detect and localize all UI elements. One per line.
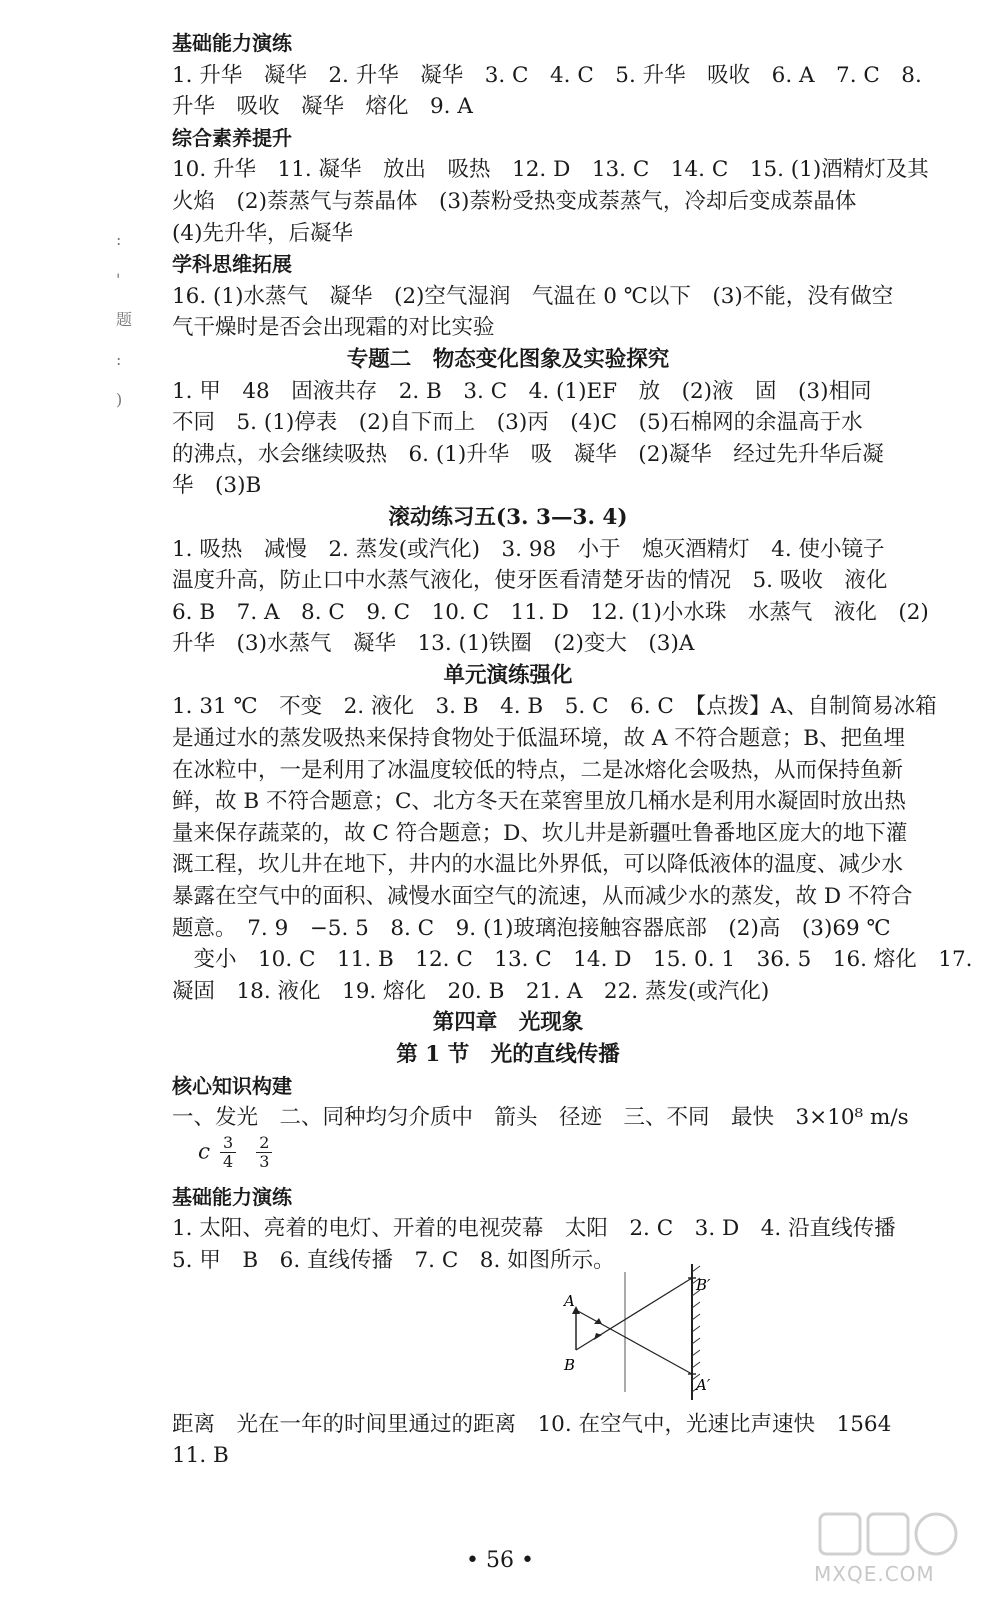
answer-line: 不同 5. (1)停表 (2)自下而上 (3)丙 (4)C (5)石棉网的余温高于水 (172, 410, 863, 436)
section-title: 单元演练强化 (443, 662, 573, 688)
fraction (220, 1134, 236, 1171)
answer-line: 距离 光在一年的时间里通过的距离 10. 在空气中，光速比声速快 1564 (172, 1411, 892, 1437)
answer-line: 1. 吸热 减慢 2. 蒸发(或汽化) 3. 98 小于 熄灭酒精灯 4. 使小镜子 (172, 536, 885, 562)
section-title: 第 1 节 光的直线传播 (396, 1042, 620, 1067)
answer-line: (4)先升华，后凝华 (172, 220, 353, 246)
section-heading: 学科思维拓展 (172, 252, 292, 277)
fraction (256, 1134, 272, 1171)
answer-line: 变小 10. C 11. B 12. C 13. C 14. D 15. 0. 1 36. 5 16. 熔化 17. (172, 947, 973, 973)
answer-line: 鲜，故 B 不符合题意；C、北方冬天在菜窖里放几桶水是利用水凝固时放出热 (172, 789, 906, 815)
answer-line: 是通过水的蒸发吸热来保持食物处于低温环境，故 A 不符合题意；B、把鱼埋 (172, 726, 905, 752)
answer-line: 气干燥时是否会出现霜的对比实验 (172, 315, 495, 341)
answer-line: 温度升高，防止口中水蒸气液化，使牙医看清楚牙齿的情况 5. 吸收 液化 (172, 568, 888, 594)
margin-mark: ' (116, 270, 121, 289)
light-path-diagram (550, 1262, 730, 1402)
section-heading: 核心知识构建 (172, 1073, 292, 1098)
answer-line: 一、发光 二、同种均匀介质中 箭头 径迹 三、不同 最快 3×10⁸ m/s (172, 1105, 909, 1131)
watermark-text: MXQE.COM (814, 1562, 935, 1586)
answer-line: 1. 升华 凝华 2. 升华 凝华 3. C 4. C 5. 升华 吸收 6. A 7. C 8. (172, 62, 922, 88)
symbol-c: c (198, 1139, 211, 1165)
denominator: 3 (259, 1151, 270, 1171)
answer-line: 5. 甲 B 6. 直线传播 7. C 8. 如图所示。 (172, 1247, 615, 1273)
margin-mark: : (116, 350, 122, 369)
answer-line: 10. 升华 11. 凝华 放出 吸热 12. D 13. C 14. C 15. (1)酒精灯及其 (172, 157, 929, 183)
answer-line: 华 (3)B (172, 473, 262, 499)
page-number: • 56 • (466, 1548, 534, 1573)
answer-line: 凝固 18. 液化 19. 熔化 20. B 21. A 22. 蒸发(或汽化) (172, 978, 770, 1004)
answer-line: 16. (1)水蒸气 凝华 (2)空气湿润 气温在 0 ℃以下 (3)不能，没有做空 (172, 283, 894, 309)
label-a-prime: A′ (696, 1376, 711, 1394)
label-b: B (564, 1356, 576, 1374)
section-heading: 基础能力演练 (172, 1184, 292, 1209)
answer-line: 升华 (3)水蒸气 凝华 13. (1)铁圈 (2)变大 (3)A (172, 631, 695, 657)
answer-line: 火焰 (2)萘蒸气与萘晶体 (3)萘粉受热变成萘蒸气，冷却后变成萘晶体 (172, 188, 857, 214)
label-a: A (564, 1292, 575, 1310)
section-heading: 综合素养提升 (172, 125, 292, 150)
section-title: 专题二 物态变化图象及实验探究 (346, 346, 670, 372)
answer-page (172, 28, 973, 1472)
label-b-prime: B′ (696, 1276, 711, 1294)
answer-line: 在冰粒中，一是利用了冰温度较低的特点，二是冰熔化会吸热，从而保持鱼新 (172, 757, 904, 783)
answer-line: 升华 吸收 凝华 熔化 9. A (172, 94, 473, 120)
answer-line: 11. B (172, 1443, 229, 1469)
answer-line: 的沸点，水会继续吸热 6. (1)升华 吸 凝华 (2)凝华 经过先升华后凝 (172, 441, 884, 467)
answer-line: 量来保存蔬菜的，故 C 符合题意；D、坎儿井是新疆吐鲁番地区庞大的地下灌 (172, 820, 908, 846)
fraction-line (172, 1134, 844, 1182)
section-title: 滚动练习五(3. 3—3. 4) (388, 504, 628, 530)
numerator: 2 (256, 1134, 272, 1153)
margin-mark: : (116, 230, 122, 249)
margin-mark: 题 (116, 310, 133, 329)
answer-line: 题意。 7. 9 −5. 5 8. C 9. (1)玻璃泡接触容器底部 (2)高 (3)69 ℃ (172, 915, 891, 941)
answer-line: 溉工程，坎儿井在地下，井内的水温比外界低，可以降低液体的温度、减少水 (172, 852, 904, 878)
section-heading: 基础能力演练 (172, 31, 292, 55)
answer-line: 暴露在空气中的面积、减慢水面空气的流速，从而减少水的蒸发，故 D 不符合 (172, 884, 913, 910)
answer-line: 1. 甲 48 固液共存 2. B 3. C 4. (1)EF 放 (2)液 固 (3)相同 (172, 378, 872, 404)
answer-line: 6. B 7. A 8. C 9. C 10. C 11. D 12. (1)小水珠 水蒸气 液化 (2) (172, 599, 929, 625)
binding-margin-marks (116, 220, 132, 420)
answer-line: 1. 太阳、亮着的电灯、开着的电视荧幕 太阳 2. C 3. D 4. 沿直线传播 (172, 1216, 896, 1242)
denominator: 4 (223, 1151, 234, 1171)
answer-line: 1. 31 ℃ 不变 2. 液化 3. B 4. B 5. C 6. C 【点拨】A、自制简易冰箱 (172, 694, 937, 720)
ray-b (576, 1278, 692, 1350)
numerator: 3 (220, 1134, 236, 1153)
ray-a (576, 1310, 692, 1374)
diagram-spacer (172, 1277, 844, 1409)
margin-mark: ) (116, 390, 123, 409)
section-title: 第四章 光现象 (432, 1010, 584, 1036)
